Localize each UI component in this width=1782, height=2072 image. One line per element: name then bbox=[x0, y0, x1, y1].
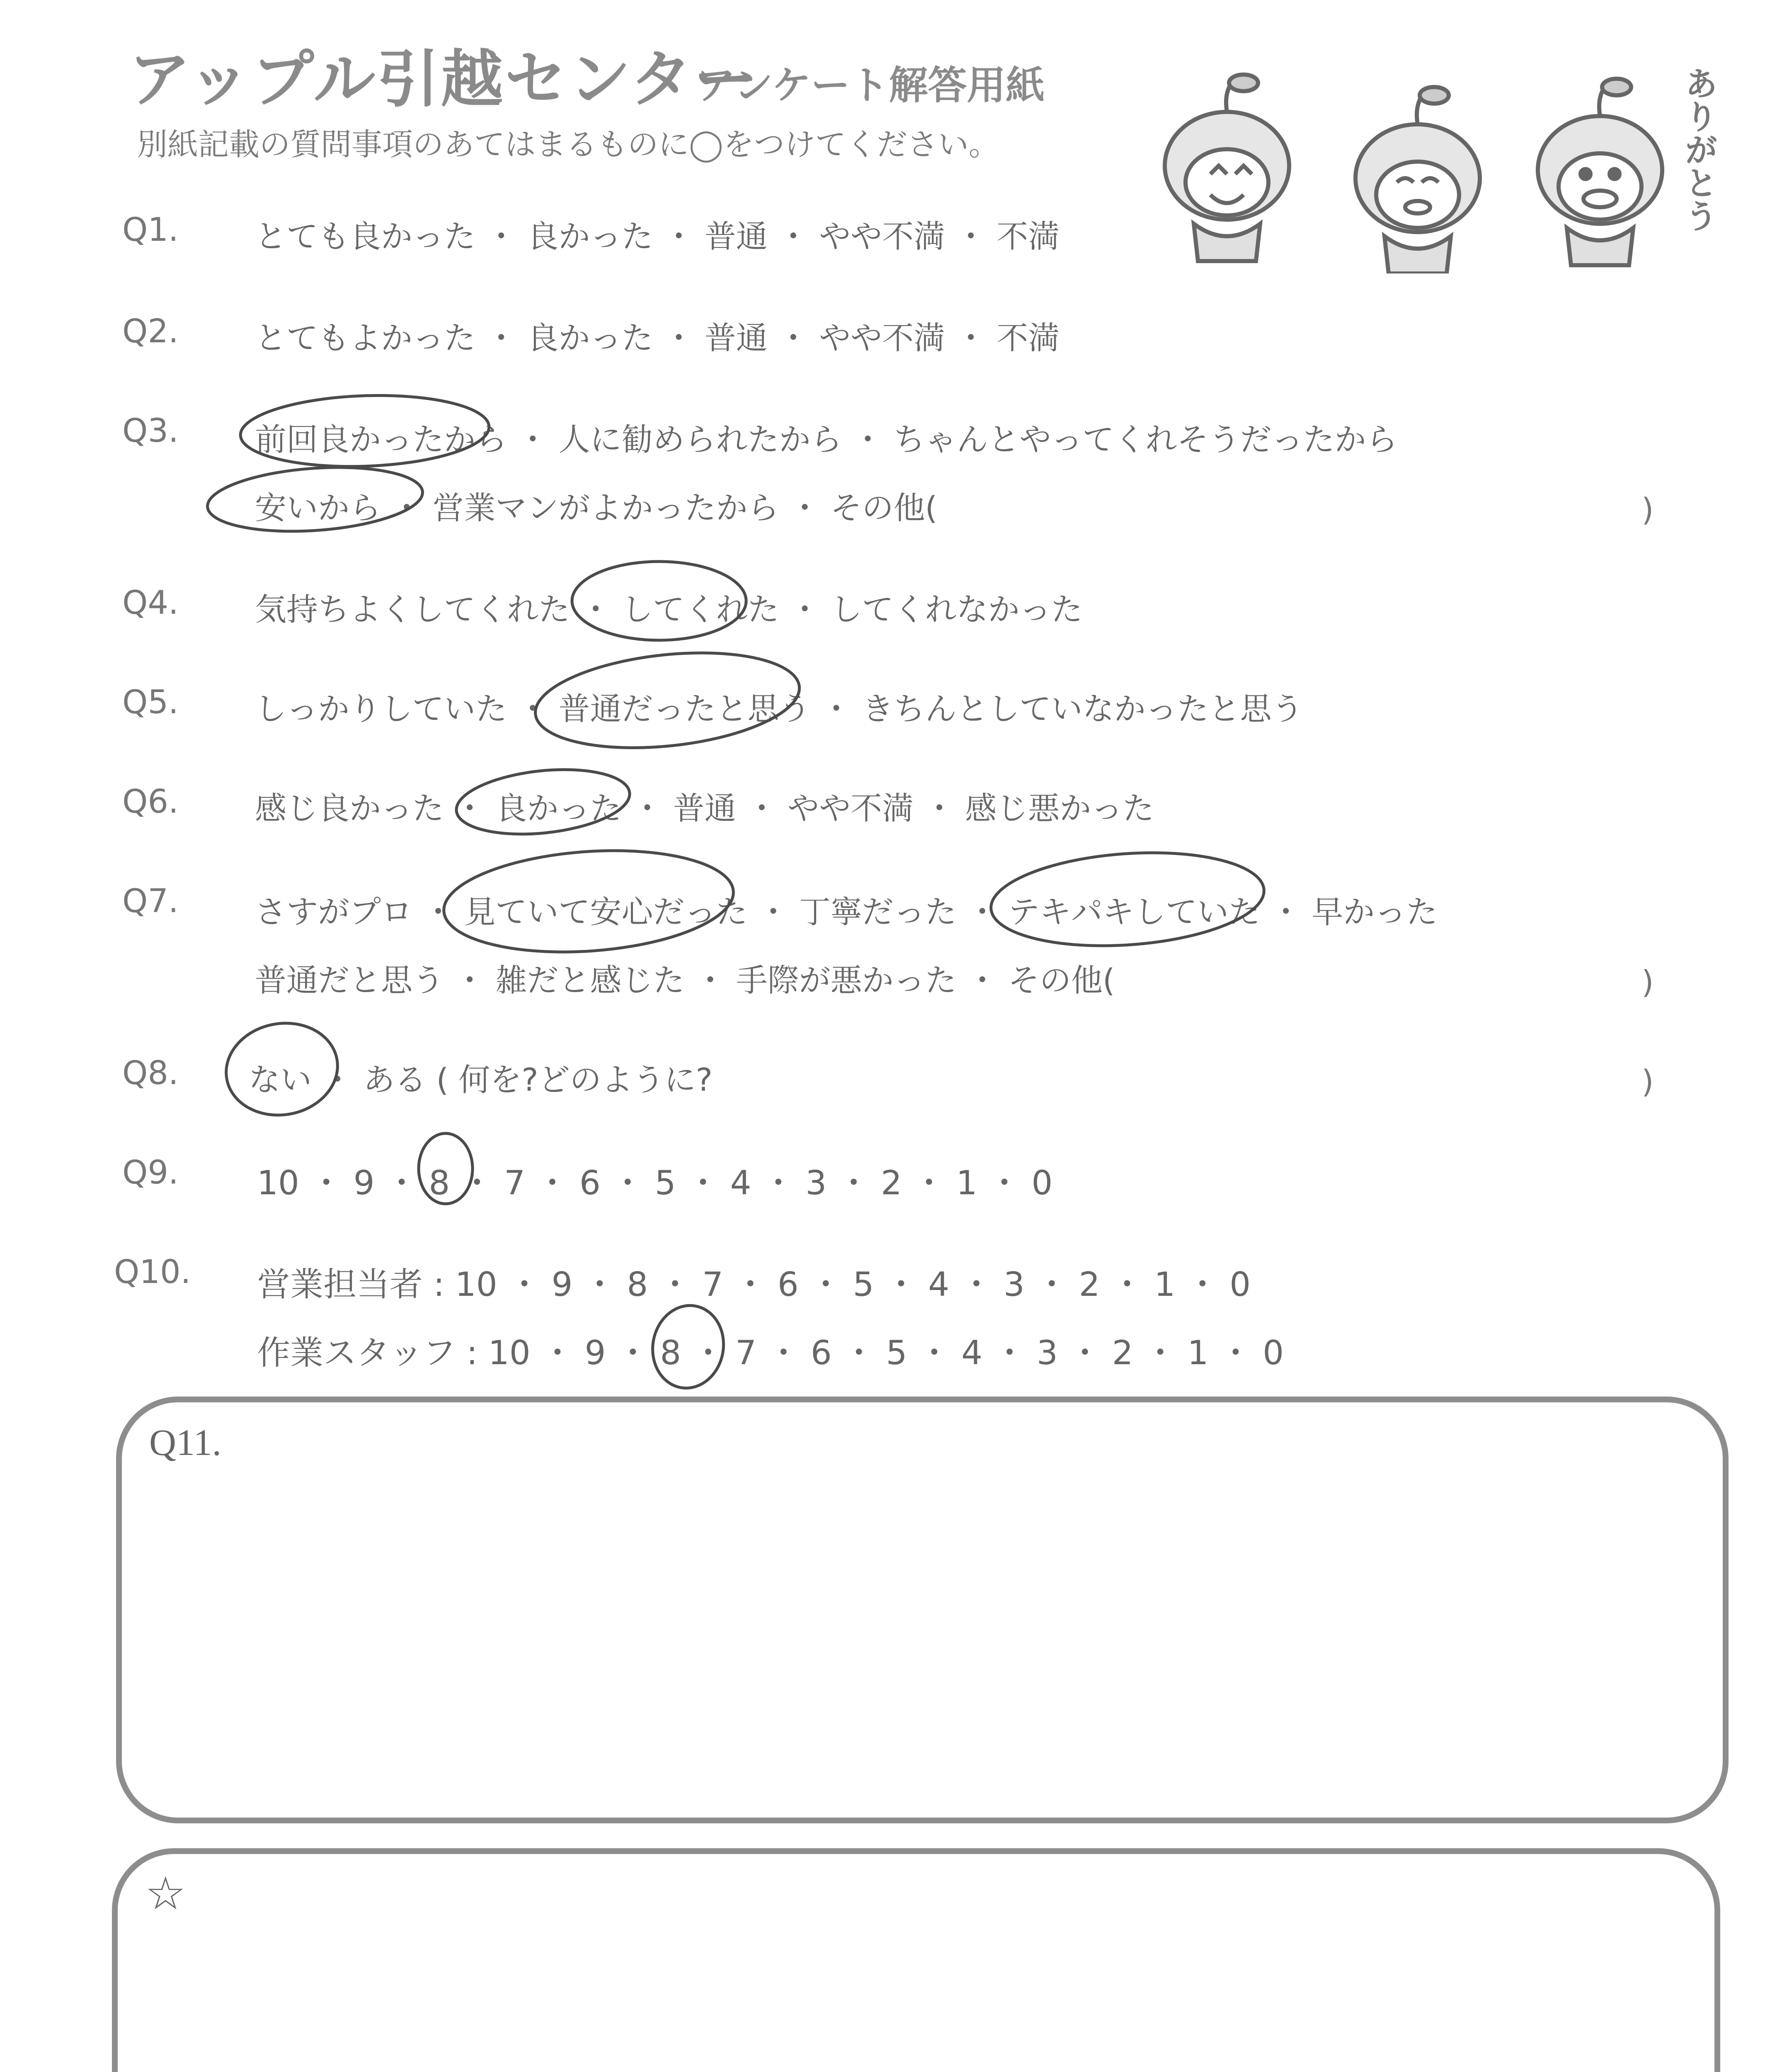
q11-comment-box[interactable] bbox=[116, 1397, 1729, 1823]
q8-label: Q8. bbox=[122, 1055, 179, 1092]
q9-scale: 10 ・ 9 ・ 8 ・ 7 ・ 6 ・ 5 ・ 4 ・ 3 ・ 2 ・ 1 ・ 0 bbox=[257, 1164, 1053, 1202]
q4-mark-kindly bbox=[572, 562, 746, 640]
q7-mark-brisk bbox=[988, 844, 1267, 954]
star-comment-box[interactable] bbox=[112, 1848, 1720, 2072]
q3-options-line2: 安いから ・ 営業マンがよかったから ・ その他( bbox=[255, 489, 938, 526]
q9-label: Q9. bbox=[122, 1154, 179, 1191]
q3-close-paren: ) bbox=[1641, 491, 1654, 528]
q3-label: Q3. bbox=[122, 412, 179, 450]
q10-staff-scale: 作業スタッフ : 10 ・ 9 ・ 8 ・ 7 ・ 6 ・ 5 ・ 4 ・ 3 ・ 2 ・ 1 ・ 0 bbox=[257, 1334, 1284, 1372]
q10-label: Q10. bbox=[114, 1254, 191, 1291]
q7-mark-reassuring bbox=[440, 842, 737, 961]
q4-options: 気持ちよくしてくれた ・ してくれた ・ してくれなかった bbox=[255, 591, 1083, 628]
q3-mark-cheap bbox=[205, 461, 424, 538]
q2-label: Q2. bbox=[122, 313, 179, 350]
company-title: アップル引越センター bbox=[128, 44, 758, 116]
q8-mark-none bbox=[219, 1014, 345, 1124]
q6-label: Q6. bbox=[122, 783, 179, 821]
q3-options-line1: 前回良かったから ・ 人に勧められたから ・ ちゃんとやってくれそうだったから bbox=[255, 421, 1398, 458]
instruction-text: 別紙記載の質問事項のあてはまるものに◯をつけてください。 bbox=[137, 127, 999, 162]
q6-mark-good bbox=[453, 762, 633, 842]
q4-label: Q4. bbox=[122, 584, 179, 622]
q11-label: Q11. bbox=[149, 1422, 222, 1463]
q10-staff-mark-8 bbox=[646, 1300, 730, 1394]
star-icon: ☆ bbox=[145, 1869, 186, 1919]
q6-options: 感じ良かった ・ 良かった ・ 普通 ・ やや不満 ・ 感じ悪かった bbox=[255, 790, 1154, 827]
q5-mark-normal bbox=[531, 641, 804, 760]
q5-label: Q5. bbox=[122, 684, 179, 721]
q8-close-paren: ) bbox=[1641, 1063, 1654, 1100]
q9-mark-8 bbox=[419, 1133, 473, 1204]
q7-options-line1: さすがプロ ・ 見ていて安心だった ・ 丁寧だった ・ テキパキしていた ・ 早かった bbox=[255, 893, 1438, 930]
q1-options: とても良かった ・ 良かった ・ 普通 ・ やや不満 ・ 不満 bbox=[255, 218, 1060, 255]
q7-label: Q7. bbox=[122, 883, 179, 920]
q1-label: Q1. bbox=[122, 211, 179, 249]
mascot-caption: ありがとう bbox=[1679, 66, 1718, 232]
form-subtitle: アンケート解答用紙 bbox=[696, 63, 1045, 108]
q7-options-line2: 普通だと思う ・ 雑だと感じた ・ 手際が悪かった ・ その他( bbox=[255, 962, 1115, 999]
q8-options: ない ・ ある ( 何を?どのように? bbox=[249, 1061, 713, 1098]
q2-options: とてもよかった ・ 良かった ・ 普通 ・ やや不満 ・ 不満 bbox=[255, 320, 1060, 356]
q10-sales-scale: 営業担当者 : 10 ・ 9 ・ 8 ・ 7 ・ 6 ・ 5 ・ 4 ・ 3 ・ 2 ・ 1 ・ 0 bbox=[257, 1265, 1251, 1304]
q5-options: しっかりしていた ・ 普通だったと思う ・ きちんとしていなかったと思う bbox=[255, 690, 1303, 727]
q7-close-paren: ) bbox=[1641, 963, 1654, 1000]
q3-mark-previous-good bbox=[239, 392, 490, 471]
